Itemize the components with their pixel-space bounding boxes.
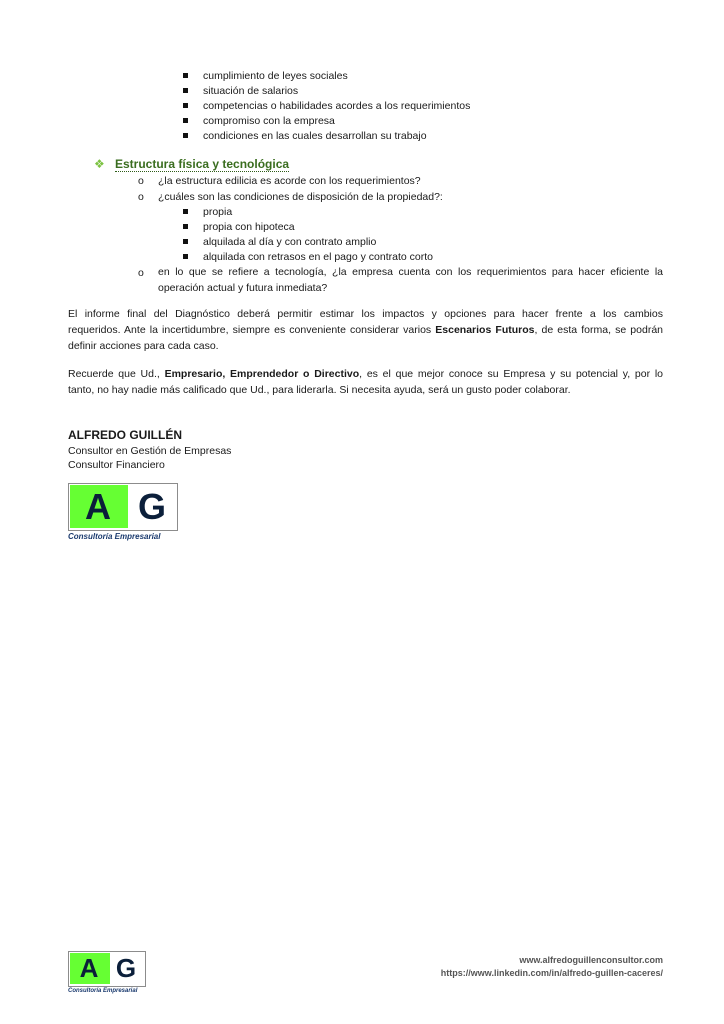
list-item: alquilada con retrasos en el pago y contrato corto: [203, 251, 433, 263]
signature-role: Consultor Financiero: [68, 459, 165, 471]
signature-name: ALFREDO GUILLÉN: [68, 428, 182, 442]
footer-website-link[interactable]: www.alfredoguillenconsultor.com: [519, 955, 663, 965]
list-item: situación de salarios: [203, 85, 299, 97]
footer-logo: [68, 951, 148, 997]
bullet-icon: [183, 209, 188, 214]
bullet-icon: [183, 103, 188, 108]
bullet-icon: [183, 88, 188, 93]
section-heading-text: Estructura física y tecnológica: [115, 157, 290, 171]
company-logo: [68, 483, 180, 545]
logo-letter-g: G: [115, 953, 137, 983]
bullet-icon: [183, 118, 188, 123]
paragraph-text: , es el que mejor conoce su Empresa y su potencial y, por lo: [359, 368, 663, 380]
logo-letter-a: A: [79, 953, 99, 983]
circle-bullet-icon: o: [138, 191, 144, 203]
list-item: propia: [203, 206, 233, 218]
logo-letter-g: G: [137, 486, 166, 527]
section-heading: [115, 157, 289, 172]
paragraph-line: [68, 323, 663, 338]
paragraph-text: requeridos. Ante la incertidumbre, siempre es conveniente considerar varios: [68, 324, 436, 336]
list-item-continuation: operación actual y futura inmediata?: [158, 282, 328, 294]
signature-role: Consultor en Gestión de Empresas: [68, 445, 232, 457]
paragraph-text: , de esta forma, se podrán: [534, 324, 663, 336]
paragraph-text: Recuerde que Ud.,: [68, 368, 165, 380]
paragraph-line: definir acciones para cada caso.: [68, 340, 219, 352]
emphasis-text: Escenarios Futuros: [435, 324, 535, 336]
logo-caption: Consultoría Empresarial: [68, 532, 161, 541]
bullet-icon: [183, 239, 188, 244]
logo-caption: Consultoría Empresarial: [68, 988, 138, 994]
list-item: en lo que se refiere a tecnología, ¿la empresa cuenta con los requerimientos para hacer eficiente la: [158, 266, 663, 278]
bullet-icon: [183, 254, 188, 259]
list-item: competencias o habilidades acordes a los requerimientos: [203, 100, 471, 112]
list-item: ¿cuáles son las condiciones de disposición de la propiedad?:: [158, 191, 443, 203]
list-item: propia con hipoteca: [203, 221, 295, 233]
list-item: cumplimiento de leyes sociales: [203, 70, 348, 82]
bullet-icon: [183, 224, 188, 229]
list-item: compromiso con la empresa: [203, 115, 335, 127]
list-item: alquilada al día y con contrato amplio: [203, 236, 377, 248]
list-item: condiciones en las cuales desarrollan su trabajo: [203, 130, 427, 142]
footer-linkedin-link[interactable]: https://www.linkedin.com/in/alfredo-guillen-caceres/: [440, 968, 663, 978]
circle-bullet-icon: o: [138, 175, 144, 187]
paragraph-line: tanto, no hay nadie más calificado que Ud., para liderarla. Si necesita ayuda, será un gusto poder colaborar.: [68, 384, 571, 396]
emphasis-text: Empresario, Emprendedor o Directivo: [164, 368, 360, 380]
logo-letter-a: A: [85, 486, 111, 527]
paragraph-line: El informe final del Diagnóstico deberá permitir estimar los impactos y opciones para hacer frente a los cambios: [68, 308, 663, 320]
diamond-bullet-icon: ❖: [94, 157, 105, 171]
circle-bullet-icon: o: [138, 267, 144, 279]
list-item: ¿la estructura edilicia es acorde con los requerimientos?: [158, 175, 421, 187]
bullet-icon: [183, 133, 188, 138]
bullet-icon: [183, 73, 188, 78]
paragraph-line: [68, 367, 663, 382]
